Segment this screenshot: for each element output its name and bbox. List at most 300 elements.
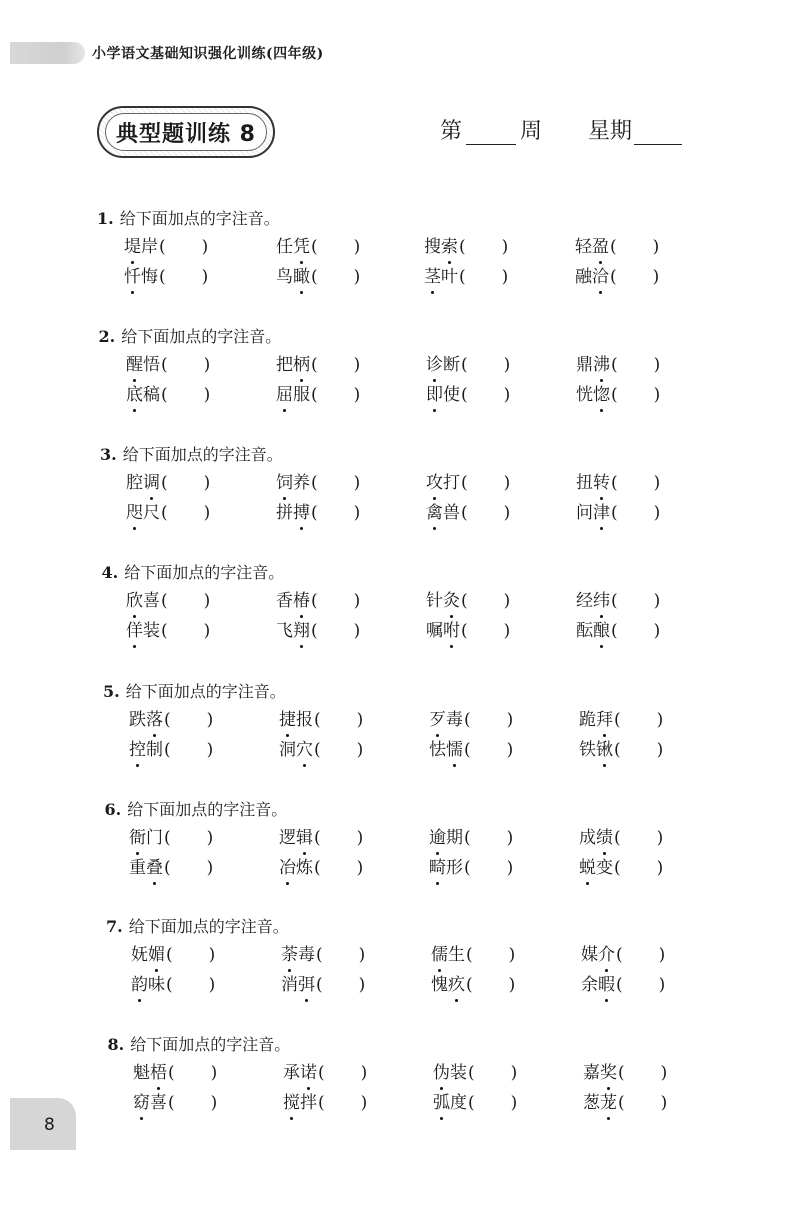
question-instruction: 给下面加点的字注音。 bbox=[121, 327, 282, 346]
pinyin-answer-close: ) bbox=[356, 710, 364, 730]
pinyin-answer-close: ) bbox=[356, 858, 364, 878]
word-character: 问 bbox=[576, 503, 593, 523]
word-character: 断 bbox=[443, 355, 460, 375]
dotted-character: 介 bbox=[598, 940, 615, 965]
pinyin-answer-close: ) bbox=[206, 740, 214, 760]
pinyin-answer-open[interactable]: ( bbox=[459, 267, 466, 287]
word-character: 鸟 bbox=[276, 267, 293, 287]
word-character: 消 bbox=[281, 975, 298, 995]
word-item bbox=[579, 735, 663, 760]
book-title: 小学语文基础知识强化训练(四年级) bbox=[92, 46, 324, 62]
pinyin-answer-close: ) bbox=[506, 828, 514, 848]
pinyin-answer-close: ) bbox=[508, 945, 516, 965]
word-character: 跌 bbox=[129, 710, 146, 730]
pinyin-answer-close: ) bbox=[656, 710, 664, 730]
pinyin-answer-open[interactable]: ( bbox=[164, 710, 171, 730]
word-item bbox=[279, 705, 363, 730]
pinyin-answer-open[interactable]: ( bbox=[468, 1093, 475, 1113]
word-character: 恍 bbox=[576, 385, 593, 405]
word-item bbox=[279, 853, 363, 878]
pinyin-answer-open[interactable]: ( bbox=[311, 591, 318, 611]
pinyin-answer-open[interactable]: ( bbox=[164, 740, 171, 760]
question-number: 8. bbox=[107, 1035, 125, 1054]
pinyin-answer-close: ) bbox=[506, 710, 514, 730]
word-character: 针 bbox=[426, 591, 443, 611]
pinyin-answer-open[interactable]: ( bbox=[616, 945, 623, 965]
dotted-character: 叠 bbox=[146, 853, 163, 878]
dotted-character: 捷 bbox=[279, 705, 296, 730]
question-title bbox=[105, 797, 288, 820]
pinyin-answer-open[interactable]: ( bbox=[464, 858, 471, 878]
dotted-character: 盈 bbox=[592, 232, 609, 257]
dotted-character: 茎 bbox=[424, 262, 441, 287]
pinyin-answer-open[interactable]: ( bbox=[464, 740, 471, 760]
word-character: 稿 bbox=[143, 385, 160, 405]
word-character: 期 bbox=[446, 828, 463, 848]
pinyin-answer-close: ) bbox=[503, 621, 511, 641]
pinyin-answer-open[interactable]: ( bbox=[614, 858, 621, 878]
word-item bbox=[131, 940, 215, 965]
question-title bbox=[97, 206, 280, 229]
word-item bbox=[126, 498, 210, 523]
question-number: 1. bbox=[97, 209, 114, 228]
pinyin-answer-open[interactable]: ( bbox=[311, 503, 318, 523]
word-character: 嘱 bbox=[426, 621, 443, 641]
word-character: 形 bbox=[446, 858, 463, 878]
dotted-character: 纬 bbox=[593, 586, 610, 611]
dotted-character: 咫 bbox=[126, 498, 143, 523]
word-item bbox=[429, 853, 513, 878]
pinyin-answer-open[interactable]: ( bbox=[461, 503, 468, 523]
word-character: 媒 bbox=[581, 945, 598, 965]
pinyin-answer-close: ) bbox=[358, 975, 366, 995]
dotted-character: 索 bbox=[441, 232, 458, 257]
dotted-character: 诊 bbox=[426, 350, 443, 375]
pinyin-answer-open[interactable]: ( bbox=[161, 621, 168, 641]
word-item bbox=[276, 380, 360, 405]
word-character: 生 bbox=[448, 945, 465, 965]
pinyin-answer-open[interactable]: ( bbox=[311, 621, 318, 641]
pinyin-answer-close: ) bbox=[358, 945, 366, 965]
pinyin-answer-open[interactable]: ( bbox=[616, 975, 623, 995]
pinyin-answer-open[interactable]: ( bbox=[461, 591, 468, 611]
pinyin-answer-open[interactable]: ( bbox=[164, 828, 171, 848]
word-character: 经 bbox=[576, 591, 593, 611]
pinyin-answer-open[interactable]: ( bbox=[161, 591, 168, 611]
word-item bbox=[283, 1088, 367, 1113]
pinyin-answer-open[interactable]: ( bbox=[461, 355, 468, 375]
dotted-character: 韵 bbox=[131, 970, 148, 995]
pinyin-answer-close: ) bbox=[353, 473, 361, 493]
word-character: 报 bbox=[296, 710, 313, 730]
pinyin-answer-open[interactable]: ( bbox=[161, 503, 168, 523]
word-character: 炼 bbox=[296, 858, 313, 878]
word-character: 飞 bbox=[276, 621, 293, 641]
word-character: 味 bbox=[148, 975, 165, 995]
word-character: 喜 bbox=[150, 1093, 167, 1113]
question-number: 5. bbox=[103, 682, 120, 701]
pinyin-answer-open[interactable]: ( bbox=[614, 710, 621, 730]
word-item bbox=[124, 232, 208, 257]
pinyin-answer-open[interactable]: ( bbox=[316, 945, 323, 965]
pinyin-answer-open[interactable]: ( bbox=[466, 945, 473, 965]
pinyin-answer-close: ) bbox=[360, 1093, 368, 1113]
pinyin-answer-open[interactable]: ( bbox=[318, 1063, 325, 1083]
question-number: 7. bbox=[106, 917, 123, 936]
word-item bbox=[426, 586, 510, 611]
pinyin-answer-open[interactable]: ( bbox=[311, 355, 318, 375]
pinyin-answer-close: ) bbox=[353, 621, 361, 641]
word-item bbox=[576, 350, 660, 375]
pinyin-answer-open[interactable]: ( bbox=[468, 1063, 475, 1083]
word-item bbox=[576, 468, 660, 493]
dotted-character: 诺 bbox=[300, 1058, 317, 1083]
pinyin-answer-close: ) bbox=[660, 1093, 668, 1113]
word-character: 跪 bbox=[579, 710, 596, 730]
word-character: 酝 bbox=[576, 621, 593, 641]
dotted-character: 伪 bbox=[433, 1058, 450, 1083]
question-instruction: 给下面加点的字注音。 bbox=[125, 682, 286, 701]
pinyin-answer-close: ) bbox=[503, 473, 511, 493]
dotted-character: 翔 bbox=[293, 616, 310, 641]
dotted-character: 转 bbox=[593, 468, 610, 493]
word-item bbox=[426, 380, 510, 405]
dotted-character: 畸 bbox=[429, 853, 446, 878]
dotted-character: 锹 bbox=[596, 735, 613, 760]
pinyin-answer-close: ) bbox=[208, 945, 216, 965]
word-item bbox=[126, 350, 210, 375]
word-item bbox=[424, 232, 508, 257]
word-item bbox=[126, 616, 210, 641]
word-character: 搜 bbox=[424, 237, 441, 257]
pinyin-answer-open[interactable]: ( bbox=[464, 710, 471, 730]
dotted-character: 醒 bbox=[126, 350, 143, 375]
word-item bbox=[126, 380, 210, 405]
pinyin-answer-close: ) bbox=[210, 1063, 218, 1083]
pinyin-answer-close: ) bbox=[203, 355, 211, 375]
word-item bbox=[276, 262, 360, 287]
dotted-character: 冶 bbox=[279, 853, 296, 878]
pinyin-answer-open[interactable]: ( bbox=[611, 503, 618, 523]
word-character: 把 bbox=[276, 355, 293, 375]
word-character: 任 bbox=[276, 237, 293, 257]
pinyin-answer-close: ) bbox=[203, 591, 211, 611]
day-blank[interactable] bbox=[634, 122, 682, 145]
dotted-character: 媚 bbox=[148, 940, 165, 965]
dotted-character: 椿 bbox=[293, 586, 310, 611]
pinyin-answer-close: ) bbox=[206, 858, 214, 878]
word-character: 拌 bbox=[300, 1093, 317, 1113]
dotted-character: 梧 bbox=[150, 1058, 167, 1083]
pinyin-answer-open[interactable]: ( bbox=[314, 710, 321, 730]
pinyin-answer-close: ) bbox=[208, 975, 216, 995]
pinyin-answer-close: ) bbox=[360, 1063, 368, 1083]
dotted-character: 凭 bbox=[293, 232, 310, 257]
pinyin-answer-open[interactable]: ( bbox=[611, 473, 618, 493]
pinyin-answer-open[interactable]: ( bbox=[316, 975, 323, 995]
word-character: 怯 bbox=[429, 740, 446, 760]
pinyin-answer-open[interactable]: ( bbox=[610, 237, 617, 257]
word-character: 余 bbox=[581, 975, 598, 995]
question-instruction: 给下面加点的字注音。 bbox=[124, 563, 285, 582]
pinyin-answer-open[interactable]: ( bbox=[314, 828, 321, 848]
word-character: 葱 bbox=[583, 1093, 600, 1113]
word-character: 妩 bbox=[131, 945, 148, 965]
dotted-character: 暇 bbox=[598, 970, 615, 995]
word-character: 扭 bbox=[576, 473, 593, 493]
word-item bbox=[583, 1088, 667, 1113]
word-item bbox=[126, 586, 210, 611]
dotted-character: 逾 bbox=[429, 823, 446, 848]
question-8 bbox=[0, 1032, 800, 1142]
question-1 bbox=[0, 206, 800, 316]
pinyin-answer-close: ) bbox=[203, 621, 211, 641]
word-item bbox=[276, 616, 360, 641]
dotted-character: 柄 bbox=[293, 350, 310, 375]
question-instruction: 给下面加点的字注音。 bbox=[127, 800, 288, 819]
pinyin-answer-open[interactable]: ( bbox=[164, 858, 171, 878]
dotted-character: 忏 bbox=[124, 262, 141, 287]
dotted-character: 穴 bbox=[296, 735, 313, 760]
week-blank[interactable] bbox=[466, 122, 516, 145]
word-character: 尺 bbox=[143, 503, 160, 523]
pinyin-answer-open[interactable]: ( bbox=[318, 1093, 325, 1113]
dotted-character: 懦 bbox=[446, 735, 463, 760]
word-item bbox=[431, 970, 515, 995]
question-4 bbox=[0, 560, 800, 670]
pinyin-answer-close: ) bbox=[501, 237, 509, 257]
word-item bbox=[133, 1088, 217, 1113]
dotted-character: 疚 bbox=[448, 970, 465, 995]
word-item bbox=[133, 1058, 217, 1083]
pinyin-answer-close: ) bbox=[658, 945, 666, 965]
word-character: 拼 bbox=[276, 503, 293, 523]
pinyin-answer-open[interactable]: ( bbox=[614, 828, 621, 848]
dotted-character: 衙 bbox=[129, 823, 146, 848]
question-number: 2. bbox=[98, 327, 116, 346]
dotted-character: 灸 bbox=[443, 586, 460, 611]
word-item bbox=[581, 940, 665, 965]
pinyin-answer-close: ) bbox=[503, 591, 511, 611]
question-instruction: 给下面加点的字注音。 bbox=[119, 209, 280, 228]
word-item bbox=[576, 616, 660, 641]
dotted-character: 调 bbox=[143, 468, 160, 493]
word-character: 愧 bbox=[431, 975, 448, 995]
zhou-label: 周 bbox=[520, 119, 543, 144]
question-title bbox=[100, 442, 283, 465]
pinyin-answer-close: ) bbox=[353, 591, 361, 611]
pinyin-answer-open[interactable]: ( bbox=[464, 828, 471, 848]
word-item bbox=[129, 735, 213, 760]
word-item bbox=[279, 735, 363, 760]
word-item bbox=[276, 586, 360, 611]
pinyin-answer-close: ) bbox=[353, 237, 361, 257]
word-character: 魁 bbox=[133, 1063, 150, 1083]
dotted-character: 蜕 bbox=[579, 853, 596, 878]
word-item bbox=[276, 350, 360, 375]
pinyin-answer-open[interactable]: ( bbox=[461, 621, 468, 641]
pinyin-answer-close: ) bbox=[356, 740, 364, 760]
dotted-character: 搏 bbox=[293, 498, 310, 523]
pinyin-answer-open[interactable]: ( bbox=[314, 740, 321, 760]
question-7 bbox=[0, 914, 800, 1024]
word-item bbox=[276, 468, 360, 493]
question-number: 4. bbox=[101, 563, 119, 582]
pinyin-answer-close: ) bbox=[503, 503, 511, 523]
pinyin-answer-close: ) bbox=[653, 503, 661, 523]
word-item bbox=[129, 705, 213, 730]
pinyin-answer-open[interactable]: ( bbox=[311, 267, 318, 287]
pinyin-answer-open[interactable]: ( bbox=[466, 975, 473, 995]
pinyin-answer-open[interactable]: ( bbox=[159, 267, 166, 287]
week-day-line bbox=[440, 114, 682, 145]
word-item bbox=[429, 735, 513, 760]
pinyin-answer-close: ) bbox=[353, 503, 361, 523]
header-band bbox=[10, 42, 85, 64]
pinyin-answer-open[interactable]: ( bbox=[614, 740, 621, 760]
question-number: 3. bbox=[100, 445, 117, 464]
word-item bbox=[576, 498, 660, 523]
pinyin-answer-open[interactable]: ( bbox=[311, 385, 318, 405]
pinyin-answer-close: ) bbox=[652, 267, 660, 287]
pinyin-answer-close: ) bbox=[353, 385, 361, 405]
pinyin-answer-open[interactable]: ( bbox=[618, 1063, 625, 1083]
word-item bbox=[581, 970, 665, 995]
pinyin-answer-open[interactable]: ( bbox=[611, 621, 618, 641]
question-instruction: 给下面加点的字注音。 bbox=[128, 917, 289, 936]
word-item bbox=[283, 1058, 367, 1083]
question-instruction: 给下面加点的字注音。 bbox=[122, 445, 283, 464]
word-item bbox=[124, 262, 208, 287]
word-character: 铁 bbox=[579, 740, 596, 760]
dotted-character: 禽 bbox=[426, 498, 443, 523]
pinyin-answer-close: ) bbox=[653, 591, 661, 611]
word-item bbox=[576, 586, 660, 611]
pinyin-answer-close: ) bbox=[660, 1063, 668, 1083]
dotted-character: 弧 bbox=[433, 1088, 450, 1113]
word-character: 毒 bbox=[298, 945, 315, 965]
pinyin-answer-open[interactable]: ( bbox=[166, 945, 173, 965]
pinyin-answer-open[interactable]: ( bbox=[311, 237, 318, 257]
word-item bbox=[429, 705, 513, 730]
dotted-character: 饲 bbox=[276, 468, 293, 493]
word-character: 兽 bbox=[443, 503, 460, 523]
word-item bbox=[276, 498, 360, 523]
question-6 bbox=[0, 797, 800, 907]
word-item bbox=[426, 616, 510, 641]
word-character: 服 bbox=[293, 385, 310, 405]
question-title bbox=[102, 560, 285, 583]
pinyin-answer-open[interactable]: ( bbox=[461, 385, 468, 405]
word-character: 装 bbox=[143, 621, 160, 641]
exercise-title: 典型题训练 8 bbox=[105, 113, 267, 151]
word-character: 洞 bbox=[279, 740, 296, 760]
word-item bbox=[281, 970, 365, 995]
dotted-character: 落 bbox=[146, 705, 163, 730]
pinyin-answer-open[interactable]: ( bbox=[611, 355, 618, 375]
word-character: 度 bbox=[450, 1093, 467, 1113]
pinyin-answer-close: ) bbox=[656, 828, 664, 848]
word-item bbox=[276, 232, 360, 257]
word-item bbox=[424, 262, 508, 287]
pinyin-answer-close: ) bbox=[653, 473, 661, 493]
word-character: 门 bbox=[146, 828, 163, 848]
word-item bbox=[126, 468, 210, 493]
word-character: 轻 bbox=[575, 237, 592, 257]
word-item bbox=[281, 940, 365, 965]
pinyin-answer-open[interactable]: ( bbox=[159, 237, 166, 257]
dotted-character: 瞰 bbox=[293, 262, 310, 287]
word-item bbox=[433, 1088, 517, 1113]
dotted-character: 欣 bbox=[126, 586, 143, 611]
word-character: 打 bbox=[443, 473, 460, 493]
word-character: 逻 bbox=[279, 828, 296, 848]
pinyin-answer-close: ) bbox=[653, 621, 661, 641]
pinyin-answer-open[interactable]: ( bbox=[168, 1093, 175, 1113]
dotted-character: 绩 bbox=[596, 823, 613, 848]
exercise-title-box bbox=[97, 106, 275, 158]
word-character: 成 bbox=[579, 828, 596, 848]
dotted-character: 惚 bbox=[593, 380, 610, 405]
word-character: 嘉 bbox=[583, 1063, 600, 1083]
pinyin-answer-open[interactable]: ( bbox=[161, 355, 168, 375]
pinyin-answer-open[interactable]: ( bbox=[166, 975, 173, 995]
word-item bbox=[131, 970, 215, 995]
dotted-character: 咐 bbox=[443, 616, 460, 641]
dotted-character: 荼 bbox=[281, 940, 298, 965]
dotted-character: 搅 bbox=[283, 1088, 300, 1113]
pinyin-answer-open[interactable]: ( bbox=[611, 385, 618, 405]
question-number: 6. bbox=[104, 800, 122, 819]
dotted-character: 酿 bbox=[593, 616, 610, 641]
word-character: 变 bbox=[596, 858, 613, 878]
question-title bbox=[106, 914, 289, 937]
pinyin-answer-open[interactable]: ( bbox=[168, 1063, 175, 1083]
word-character: 喜 bbox=[143, 591, 160, 611]
pinyin-answer-open[interactable]: ( bbox=[314, 858, 321, 878]
word-character: 重 bbox=[129, 858, 146, 878]
word-character: 悟 bbox=[143, 355, 160, 375]
dotted-character: 歹 bbox=[429, 705, 446, 730]
word-character: 岸 bbox=[141, 237, 158, 257]
word-item bbox=[279, 823, 363, 848]
pinyin-answer-open[interactable]: ( bbox=[618, 1093, 625, 1113]
question-title bbox=[99, 324, 282, 347]
pinyin-answer-close: ) bbox=[506, 740, 514, 760]
pinyin-answer-close: ) bbox=[210, 1093, 218, 1113]
pinyin-answer-close: ) bbox=[201, 237, 209, 257]
pinyin-answer-open[interactable]: ( bbox=[459, 237, 466, 257]
pinyin-answer-open[interactable]: ( bbox=[161, 385, 168, 405]
pinyin-answer-open[interactable]: ( bbox=[161, 473, 168, 493]
dotted-character: 攻 bbox=[426, 468, 443, 493]
word-item bbox=[433, 1058, 517, 1083]
pinyin-answer-open[interactable]: ( bbox=[461, 473, 468, 493]
di-label: 第 bbox=[440, 119, 463, 144]
question-5 bbox=[0, 679, 800, 789]
word-item bbox=[426, 468, 510, 493]
word-character: 装 bbox=[450, 1063, 467, 1083]
pinyin-answer-open[interactable]: ( bbox=[611, 591, 618, 611]
dotted-character: 儒 bbox=[431, 940, 448, 965]
pinyin-answer-open[interactable]: ( bbox=[610, 267, 617, 287]
word-character: 承 bbox=[283, 1063, 300, 1083]
dotted-character: 洽 bbox=[592, 262, 609, 287]
pinyin-answer-open[interactable]: ( bbox=[311, 473, 318, 493]
pinyin-answer-close: ) bbox=[201, 267, 209, 287]
pinyin-answer-close: ) bbox=[653, 385, 661, 405]
question-2 bbox=[0, 324, 800, 434]
